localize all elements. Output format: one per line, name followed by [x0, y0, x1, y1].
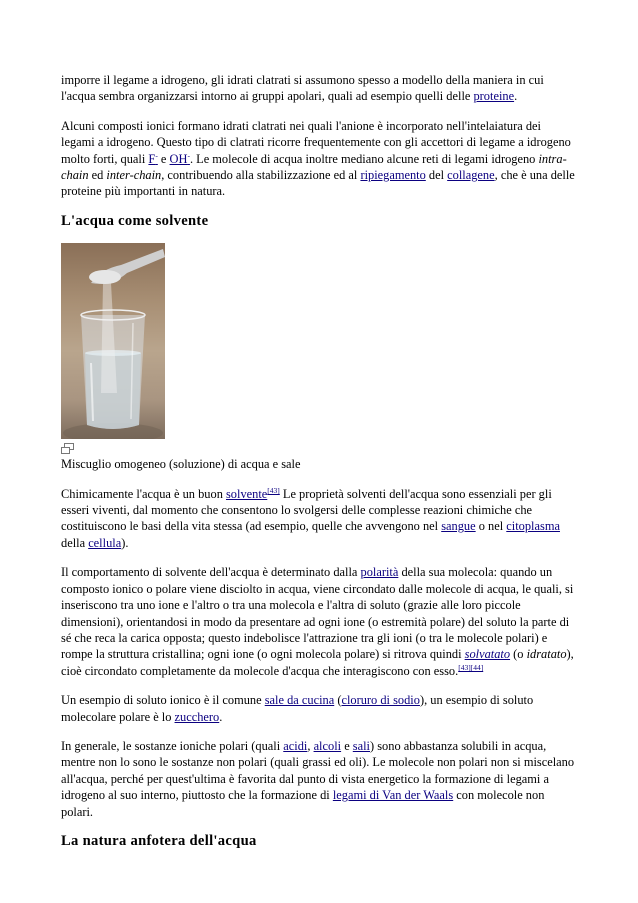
reference-43-44[interactable]: [43][44]: [458, 662, 484, 672]
paragraph-solubilita: [61, 738, 576, 820]
text: Chimicamente l'acqua è un buon: [61, 486, 226, 501]
link-solvatato[interactable]: [465, 647, 510, 661]
superscript: -: [187, 150, 190, 160]
paragraph-clatrati-ionici: [61, 118, 576, 200]
enlarge-icon[interactable]: [61, 442, 576, 454]
link-sale-da-cucina[interactable]: sale da cucina: [264, 693, 335, 708]
text: ed: [88, 168, 107, 183]
link-idrossido[interactable]: [170, 152, 190, 166]
text: imporre il legame a idrogeno, gli idrati clatrati si assumono spesso a modello della maniera in cui l'acqua sembra organizzarsi intorno ai gruppi apolari, quali ad esempio quelli delle: [61, 73, 544, 104]
link-zucchero[interactable]: zucchero: [174, 709, 220, 724]
text: e: [157, 151, 170, 166]
link-sali[interactable]: sali: [352, 738, 371, 753]
text: e: [341, 738, 353, 753]
emphasis: inter-chain: [106, 168, 162, 183]
link-polarita[interactable]: polarità: [360, 565, 399, 580]
text: OH: [169, 151, 188, 166]
link-proteine[interactable]: proteine: [473, 89, 515, 104]
link-alcoli[interactable]: alcoli: [313, 738, 342, 753]
link-citoplasma[interactable]: citoplasma: [506, 519, 560, 534]
text: Alcuni composti ionici formano idrati clatrati nei quali l'anione è incorporato nell'intelaiatura dei legami a idrogeno. Questo tipo di clatrati ricorre frequentemente con gli accettori di legame a idrogeno molto forti, quali: [61, 118, 571, 166]
text: Le proprietà solventi dell'acqua sono essenziali per gli esseri viventi, dal momento che consentono lo svolgersi delle complesse reazioni chimiche che costituiscono le basi della vita stessa (ad esempio, quelle che avvengono nel: [61, 486, 552, 534]
text: ) sono abbastanza solubili in acqua, mentre non lo sono le sostanze non polari (quali grassi ed oli). Le molecole non polari non si miscelano all'acqua, perché per quest'ultima è favorita dal punto di vista energetico la formazione di legami a idrogeno al suo interno, piuttosto che la formazione di: [61, 738, 575, 803]
link-acidi[interactable]: acidi: [283, 738, 308, 753]
text: Il comportamento di solvente dell'acqua è determinato dalla: [61, 565, 361, 580]
link-ripiegamento[interactable]: ripiegamento: [360, 168, 426, 183]
text: della: [61, 535, 89, 550]
paragraph-esempi-soluto: [61, 692, 576, 725]
image-caption: Miscuglio omogeneo (soluzione) di acqua e sale: [61, 457, 301, 472]
superscript: -: [155, 150, 158, 160]
text: o nel: [475, 519, 507, 534]
emphasis: intra-chain: [61, 151, 567, 183]
paragraph-clatrati-proteine: [61, 72, 576, 105]
text: . Le molecole di acqua inoltre mediano alcune reti di legami idrogeno: [189, 151, 539, 166]
link-solvente[interactable]: solvente: [225, 486, 268, 501]
text: , che è una delle proteine più importanti in natura.: [61, 168, 575, 199]
link-fluoruro[interactable]: [148, 152, 157, 166]
link-cloruro-di-sodio[interactable]: cloruro di sodio: [341, 693, 420, 708]
reference-43[interactable]: [43]: [267, 485, 280, 495]
link-cellula[interactable]: cellula: [88, 535, 122, 550]
paragraph-solvente: [61, 486, 576, 552]
enlarge-glyph: [61, 443, 75, 454]
text: , contribuendo alla stabilizzazione ed al: [161, 168, 361, 183]
text: ), un esempio di soluto molecolare polare è lo: [61, 693, 534, 724]
text: .: [219, 709, 223, 724]
text: ,: [307, 738, 314, 753]
link-collagene[interactable]: collagene: [447, 168, 495, 183]
text: Un esempio di soluto ionico è il comune: [61, 693, 265, 708]
text: (o: [510, 647, 527, 662]
text: ), cioè circondato completamente da molecole d'acqua che interagiscono con esso.: [61, 647, 574, 678]
salt-water-glass-image[interactable]: [61, 243, 165, 439]
emphasis: solvatato: [464, 647, 511, 662]
section-heading-solvente: L'acqua come solvente: [61, 212, 209, 229]
section-heading-anfotera: La natura anfotera dell'acqua: [61, 832, 257, 849]
link-legami-van-der-waals[interactable]: legami di Van der Waals: [332, 788, 454, 803]
text: In generale, le sostanze ioniche polari (quali: [61, 738, 284, 753]
link-sangue[interactable]: sangue: [441, 519, 476, 534]
text: .: [514, 89, 518, 104]
text: F: [148, 151, 156, 166]
text: con molecole non polari.: [61, 788, 545, 819]
article-body: [61, 72, 576, 863]
glass-illustration: [61, 243, 165, 439]
text: della sua molecola: quando un composto ionico o polare viene disciolto in acqua, viene circondato dalle molecole di acqua, le quali, si inseriscono tra uno ione e l'altro o tra una molecola e l'altra di soluto (grazie alle loro piccole dimensioni), orientandosi in modo da presentare ad ogni ione (o estremità polare) del soluto la parte di sé che reca la carica opposta; questo indebolisce l'attrazione tra gli ioni (o tra le molecole polari) e rompe la struttura cristallina; ogni ione (o ogni molecola polare) si ritrova quindi: [61, 565, 574, 662]
text: (: [334, 693, 342, 708]
emphasis: idratato: [526, 647, 567, 662]
text: del: [425, 168, 448, 183]
paragraph-polarita: [61, 564, 576, 679]
text: ).: [121, 535, 129, 550]
